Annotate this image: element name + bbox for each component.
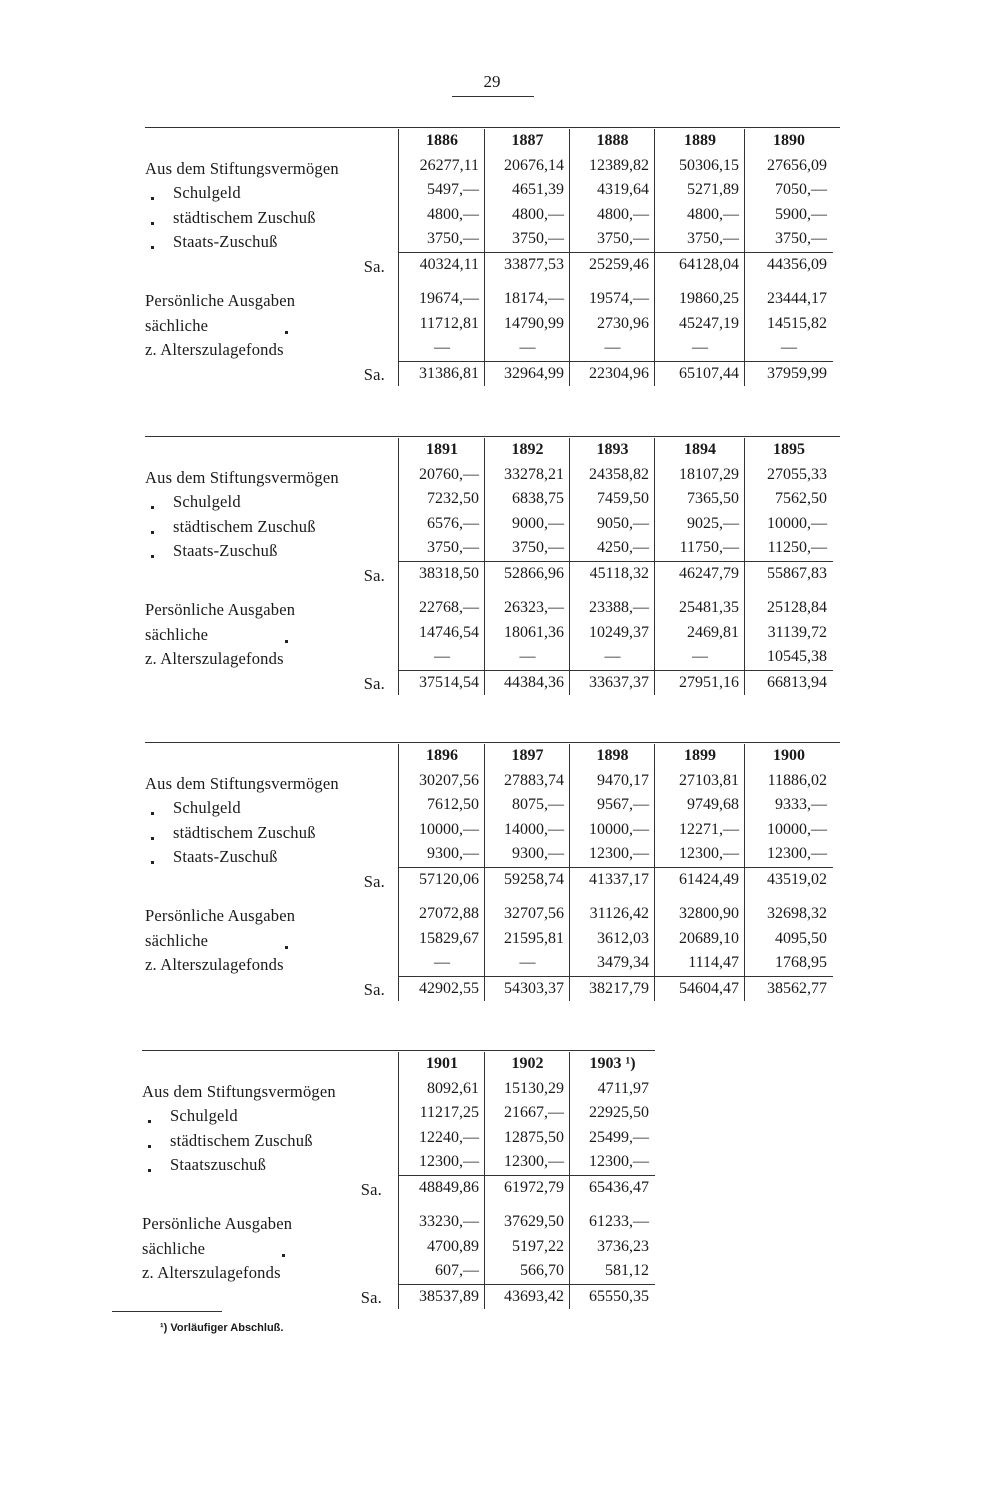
- row-labels: [145, 132, 385, 387]
- label-staatszuschuss: Staats-Zuschuß: [145, 539, 385, 564]
- cell-alterszulage: —: [519, 954, 536, 971]
- cell-alterszulage: —: [434, 954, 450, 971]
- cell-staat: 4250,—: [597, 539, 649, 556]
- year-column: [398, 1052, 485, 1309]
- gap: [145, 894, 385, 904]
- year-column: [569, 438, 655, 695]
- cell-staedtisch: 10000,—: [419, 820, 479, 838]
- cell-staedtisch: 6576,—: [427, 514, 479, 532]
- label-summe-ausgaben: Sa.: [360, 1287, 382, 1307]
- cell-schulgeld: 7232,50: [427, 490, 479, 507]
- gap: [485, 586, 570, 596]
- table-top-rule: [145, 436, 840, 437]
- year-header: 1901: [426, 1055, 458, 1072]
- cell-schulgeld: 4651,39: [512, 181, 564, 198]
- cell-summe-einnahmen: 46247,79: [655, 561, 745, 587]
- cell-persoenlich: 23444,17: [767, 290, 827, 307]
- year-column: [484, 129, 570, 386]
- cell-staedtisch: 4800,—: [427, 205, 479, 223]
- gap: [399, 892, 485, 902]
- cell-persoenlich: 32707,56: [504, 905, 564, 922]
- cell-summe-ausgaben: 54303,37: [485, 976, 570, 1002]
- cell-summe-ausgaben: 66813,94: [745, 670, 833, 696]
- cell-staedtisch: 9000,—: [512, 514, 564, 532]
- cell-saechlich: 31139,72: [767, 623, 827, 641]
- cell-alterszulage: 1768,95: [775, 954, 827, 971]
- cell-summe-einnahmen: 40324,11: [399, 252, 485, 278]
- label-summe-einnahmen: Sa.: [363, 871, 385, 891]
- label-staatszuschuss: Staats-Zuschuß: [145, 230, 385, 255]
- year-header: 1892: [511, 441, 544, 458]
- cell-staedtisch: 14000,—: [504, 820, 564, 838]
- header-spacer: [145, 747, 385, 772]
- cell-persoenlich: 27072,88: [419, 905, 479, 922]
- cell-schulgeld: 8075,—: [512, 796, 564, 813]
- cell-saechlich: 2730,96: [597, 314, 649, 332]
- cell-summe-ausgaben: 42902,55: [399, 976, 485, 1002]
- cell-saechlich: 14746,54: [419, 623, 479, 641]
- cell-saechlich: 14515,82: [767, 314, 827, 332]
- gap: [485, 892, 570, 902]
- cell-saechlich: 45247,19: [679, 314, 739, 332]
- cell-stiftung: 8092,61: [427, 1079, 479, 1097]
- gap: [145, 588, 385, 598]
- cell-summe-ausgaben: 32964,99: [485, 361, 570, 387]
- label-saechliche-ausgaben: sächliche: [145, 929, 385, 954]
- cell-summe-ausgaben: 38562,77: [745, 976, 833, 1002]
- cell-alterszulage: 1114,47: [688, 954, 739, 971]
- cell-summe-einnahmen: 61972,79: [485, 1175, 570, 1201]
- cell-stiftung: 20760,—: [419, 465, 479, 483]
- cell-alterszulage: —: [604, 648, 621, 665]
- cell-alterszulage: 566,70: [520, 1262, 564, 1279]
- cell-schulgeld: 7365,50: [687, 490, 739, 507]
- year-header: 1890: [773, 132, 805, 149]
- cell-persoenlich: 37629,50: [504, 1213, 564, 1230]
- cell-saechlich: 3612,03: [597, 929, 649, 947]
- label-persoenliche-ausgaben: Persönliche Ausgaben: [145, 600, 296, 619]
- label-persoenliche-ausgaben: Persönliche Ausgaben: [145, 906, 296, 925]
- ditto-mark: [285, 640, 288, 643]
- gap: [745, 586, 833, 596]
- cell-stiftung: 9470,17: [597, 771, 649, 789]
- year-header: 1899: [684, 747, 716, 764]
- cell-summe-einnahmen: 43519,02: [745, 867, 833, 893]
- cell-saechlich: 21595,81: [504, 929, 564, 947]
- cell-summe-einnahmen: 55867,83: [745, 561, 833, 587]
- gap: [655, 586, 745, 596]
- cell-summe-ausgaben: 65107,44: [655, 361, 745, 387]
- year-column: [569, 744, 655, 1001]
- cell-staedtisch: 10000,—: [767, 514, 827, 532]
- cell-persoenlich: 26323,—: [504, 599, 564, 616]
- cell-staedtisch: 12271,—: [679, 820, 739, 838]
- cell-staedtisch: 5900,—: [775, 205, 827, 223]
- year-column: [654, 744, 745, 1001]
- cell-summe-ausgaben: 37514,54: [399, 670, 485, 696]
- cell-persoenlich: 18174,—: [504, 290, 564, 307]
- label-staedtischer-zuschuss: städtischem Zuschuß: [145, 821, 385, 846]
- cell-summe-ausgaben: 37959,99: [745, 361, 833, 387]
- cell-staat: 3750,—: [427, 539, 479, 556]
- gap: [142, 1202, 382, 1212]
- year-column: [569, 129, 655, 386]
- header-spacer: [145, 441, 385, 466]
- cell-alterszulage: —: [519, 339, 536, 356]
- label-persoenliche-ausgaben: Persönliche Ausgaben: [142, 1214, 293, 1233]
- year-column: [398, 438, 485, 695]
- cell-staat: 12300,—: [419, 1153, 479, 1170]
- year-column: [744, 744, 833, 1001]
- label-alterszulagefonds: z. Alterszulagefonds: [142, 1263, 281, 1282]
- cell-saechlich: 11712,81: [419, 314, 479, 332]
- table-top-rule: [142, 1050, 655, 1051]
- gap: [570, 1200, 655, 1210]
- year-header: 1895: [773, 441, 805, 458]
- label-summe-ausgaben: Sa.: [363, 364, 385, 384]
- cell-staedtisch: 10000,—: [589, 820, 649, 838]
- cell-alterszulage: 10545,38: [767, 648, 827, 665]
- cell-stiftung: 26277,11: [419, 156, 479, 174]
- cell-summe-einnahmen: 48849,86: [399, 1175, 485, 1201]
- cell-summe-einnahmen: 38318,50: [399, 561, 485, 587]
- cell-saechlich: 14790,99: [504, 314, 564, 332]
- cell-stiftung: 27055,33: [767, 465, 827, 483]
- cell-saechlich: 4700,89: [427, 1237, 479, 1255]
- cell-staat: 9300,—: [427, 845, 479, 862]
- year-column: [398, 744, 485, 1001]
- row-labels: [142, 1055, 382, 1310]
- cell-summe-einnahmen: 59258,74: [485, 867, 570, 893]
- gap: [570, 277, 655, 287]
- cell-staedtisch: 12875,50: [504, 1128, 564, 1146]
- ditto-mark: [282, 1254, 285, 1257]
- year-header: 1896: [426, 747, 458, 764]
- year-column: [569, 1052, 655, 1309]
- cell-persoenlich: 19860,25: [679, 290, 739, 307]
- row-labels: [145, 441, 385, 696]
- cell-persoenlich: 19574,—: [589, 290, 649, 307]
- cell-schulgeld: 5497,—: [427, 181, 479, 198]
- cell-stiftung: 33278,21: [504, 465, 564, 483]
- cell-summe-einnahmen: 25259,46: [570, 252, 655, 278]
- cell-summe-ausgaben: 38217,79: [570, 976, 655, 1002]
- cell-summe-einnahmen: 65436,47: [570, 1175, 655, 1201]
- cell-saechlich: 18061,36: [504, 623, 564, 641]
- year-header: 1902: [511, 1055, 544, 1072]
- cell-saechlich: 4095,50: [775, 929, 827, 947]
- cell-summe-ausgaben: 54604,47: [655, 976, 745, 1002]
- cell-stiftung: 4711,97: [597, 1079, 649, 1097]
- label-stiftungsvermoegen: Aus dem Stiftungsvermögen: [145, 773, 339, 793]
- year-header: 1887: [511, 132, 544, 149]
- cell-summe-ausgaben: 65550,35: [570, 1284, 655, 1310]
- cell-persoenlich: 19674,—: [419, 290, 479, 307]
- cell-summe-ausgaben: 22304,96: [570, 361, 655, 387]
- label-schulgeld: Schulgeld: [145, 181, 385, 206]
- header-spacer: [145, 132, 385, 157]
- cell-stiftung: 30207,56: [419, 771, 479, 789]
- year-column: [484, 438, 570, 695]
- cell-stiftung: 11886,02: [767, 771, 827, 789]
- cell-staat: 3750,—: [512, 539, 564, 556]
- label-saechliche-ausgaben: sächliche: [145, 314, 385, 339]
- cell-staat: 3750,—: [427, 230, 479, 247]
- cell-schulgeld: 22925,50: [589, 1104, 649, 1121]
- cell-stiftung: 27103,81: [679, 771, 739, 789]
- cell-summe-einnahmen: 41337,17: [570, 867, 655, 893]
- table-top-rule: [145, 742, 840, 743]
- year-header: 1888: [596, 132, 629, 149]
- cell-staat: 12300,—: [589, 1153, 649, 1170]
- cell-alterszulage: —: [692, 648, 708, 665]
- year-column: [744, 438, 833, 695]
- year-header: 1886: [426, 132, 458, 149]
- cell-saechlich: 15829,67: [419, 929, 479, 947]
- cell-persoenlich: 33230,—: [419, 1213, 479, 1230]
- cell-schulgeld: 6838,75: [512, 490, 564, 507]
- cell-persoenlich: 25128,84: [767, 599, 827, 616]
- cell-schulgeld: 5271,89: [687, 181, 739, 198]
- cell-staat: 3750,—: [512, 230, 564, 247]
- cell-staedtisch: 4800,—: [687, 205, 739, 223]
- year-column: [654, 129, 745, 386]
- year-header: 1900: [773, 747, 805, 764]
- label-stiftungsvermoegen: Aus dem Stiftungsvermögen: [145, 467, 339, 487]
- cell-stiftung: 18107,29: [679, 465, 739, 483]
- cell-saechlich: 2469,81: [687, 623, 739, 641]
- page-number-rule: [452, 96, 534, 97]
- cell-summe-einnahmen: 61424,49: [655, 867, 745, 893]
- cell-summe-ausgaben: 33637,37: [570, 670, 655, 696]
- cell-staat: 12300,—: [767, 845, 827, 862]
- cell-staedtisch: 4800,—: [512, 205, 564, 223]
- cell-schulgeld: 7459,50: [597, 490, 649, 507]
- cell-schulgeld: 9749,68: [687, 796, 739, 813]
- gap: [399, 277, 485, 287]
- year-column: [398, 129, 485, 386]
- label-staedtischer-zuschuss: städtischem Zuschuß: [145, 206, 385, 231]
- gap: [485, 1200, 570, 1210]
- label-staatszuschuss: Staats-Zuschuß: [145, 845, 385, 870]
- cell-alterszulage: 3479,34: [597, 954, 649, 971]
- cell-summe-einnahmen: 33877,53: [485, 252, 570, 278]
- label-saechliche-ausgaben: sächliche: [145, 623, 385, 648]
- cell-staat: 3750,—: [597, 230, 649, 247]
- gap: [570, 586, 655, 596]
- label-summe-ausgaben: Sa.: [363, 979, 385, 999]
- year-column: [654, 438, 745, 695]
- label-schulgeld: Schulgeld: [145, 796, 385, 821]
- cell-staedtisch: 9050,—: [597, 514, 649, 532]
- label-summe-einnahmen: Sa.: [363, 565, 385, 585]
- cell-schulgeld: 7050,—: [775, 181, 827, 198]
- ditto-mark: [285, 946, 288, 949]
- cell-summe-einnahmen: 45118,32: [570, 561, 655, 587]
- cell-alterszulage: —: [604, 339, 621, 356]
- label-stiftungsvermoegen: Aus dem Stiftungsvermögen: [145, 158, 339, 178]
- year-header: 1897: [511, 747, 544, 764]
- year-header: 1894: [684, 441, 716, 458]
- cell-staedtisch: 10000,—: [767, 820, 827, 838]
- row-labels: [145, 747, 385, 1002]
- label-schulgeld: Schulgeld: [142, 1104, 382, 1129]
- cell-staedtisch: 4800,—: [597, 205, 649, 223]
- label-persoenliche-ausgaben: Persönliche Ausgaben: [145, 291, 296, 310]
- cell-alterszulage: 581,12: [605, 1262, 649, 1279]
- cell-summe-ausgaben: 44384,36: [485, 670, 570, 696]
- cell-summe-ausgaben: 31386,81: [399, 361, 485, 387]
- cell-alterszulage: —: [434, 339, 450, 356]
- cell-summe-einnahmen: 64128,04: [655, 252, 745, 278]
- cell-persoenlich: 32698,32: [767, 905, 827, 922]
- label-schulgeld: Schulgeld: [145, 490, 385, 515]
- header-spacer: [142, 1055, 382, 1080]
- year-column: [484, 1052, 570, 1309]
- cell-stiftung: 12389,82: [589, 156, 649, 174]
- footnote: ¹) Vorläufiger Abschluß.: [160, 1322, 284, 1334]
- cell-schulgeld: 7612,50: [427, 796, 479, 813]
- year-header: 1891: [426, 441, 458, 458]
- ditto-mark: [285, 331, 288, 334]
- cell-alterszulage: —: [781, 339, 797, 356]
- cell-saechlich: 20689,10: [679, 929, 739, 947]
- label-staatszuschuss: Staatszuschuß: [142, 1153, 382, 1178]
- year-header: 1903 ¹): [589, 1055, 636, 1072]
- year-column: [744, 129, 833, 386]
- label-summe-ausgaben: Sa.: [363, 673, 385, 693]
- label-alterszulagefonds: z. Alterszulagefonds: [145, 340, 284, 359]
- cell-alterszulage: —: [692, 339, 708, 356]
- label-summe-einnahmen: Sa.: [363, 256, 385, 276]
- cell-summe-ausgaben: 43693,42: [485, 1284, 570, 1310]
- cell-summe-ausgaben: 38537,89: [399, 1284, 485, 1310]
- label-alterszulagefonds: z. Alterszulagefonds: [145, 955, 284, 974]
- cell-summe-einnahmen: 52866,96: [485, 561, 570, 587]
- cell-persoenlich: 31126,42: [589, 905, 649, 922]
- gap: [570, 892, 655, 902]
- cell-summe-einnahmen: 44356,09: [745, 252, 833, 278]
- gap: [655, 277, 745, 287]
- label-stiftungsvermoegen: Aus dem Stiftungsvermögen: [142, 1081, 336, 1101]
- table-top-rule: [145, 127, 840, 128]
- cell-schulgeld: 11217,25: [419, 1104, 479, 1121]
- cell-staedtisch: 12240,—: [419, 1128, 479, 1146]
- cell-staat: 11750,—: [679, 539, 739, 556]
- page-number: 29: [483, 72, 501, 91]
- cell-alterszulage: —: [519, 648, 536, 665]
- cell-staat: 11250,—: [767, 539, 827, 556]
- year-header: 1889: [684, 132, 716, 149]
- cell-staat: 9300,—: [512, 845, 564, 862]
- cell-stiftung: 24358,82: [589, 465, 649, 483]
- footnote-rule: [112, 1311, 222, 1312]
- cell-staat: 12300,—: [589, 845, 649, 862]
- label-alterszulagefonds: z. Alterszulagefonds: [145, 649, 284, 668]
- cell-persoenlich: 32800,90: [679, 905, 739, 922]
- gap: [399, 1200, 485, 1210]
- cell-summe-einnahmen: 57120,06: [399, 867, 485, 893]
- cell-schulgeld: 21667,—: [504, 1104, 564, 1121]
- cell-schulgeld: 7562,50: [775, 490, 827, 507]
- year-header: 1898: [596, 747, 629, 764]
- cell-persoenlich: 23388,—: [589, 599, 649, 616]
- year-header: 1893: [596, 441, 629, 458]
- cell-alterszulage: —: [434, 648, 450, 665]
- cell-staat: 12300,—: [504, 1153, 564, 1170]
- cell-staedtisch: 25499,—: [589, 1128, 649, 1146]
- gap: [145, 279, 385, 289]
- cell-stiftung: 50306,15: [679, 156, 739, 174]
- cell-saechlich: 10249,37: [589, 623, 649, 641]
- year-column: [484, 744, 570, 1001]
- cell-staedtisch: 9025,—: [687, 514, 739, 532]
- cell-saechlich: 5197,22: [512, 1237, 564, 1255]
- cell-staat: 12300,—: [679, 845, 739, 862]
- label-saechliche-ausgaben: sächliche: [142, 1237, 382, 1262]
- label-summe-einnahmen: Sa.: [360, 1179, 382, 1199]
- cell-stiftung: 15130,29: [504, 1079, 564, 1097]
- cell-persoenlich: 25481,35: [679, 599, 739, 616]
- cell-stiftung: 27883,74: [504, 771, 564, 789]
- gap: [655, 892, 745, 902]
- gap: [745, 277, 833, 287]
- cell-summe-ausgaben: 27951,16: [655, 670, 745, 696]
- gap: [485, 277, 570, 287]
- cell-alterszulage: 607,—: [435, 1262, 479, 1279]
- gap: [745, 892, 833, 902]
- cell-persoenlich: 22768,—: [419, 599, 479, 616]
- cell-staat: 3750,—: [775, 230, 827, 247]
- label-staedtischer-zuschuss: städtischem Zuschuß: [142, 1129, 382, 1154]
- gap: [399, 586, 485, 596]
- cell-staat: 3750,—: [687, 230, 739, 247]
- cell-persoenlich: 61233,—: [589, 1213, 649, 1230]
- cell-stiftung: 20676,14: [504, 156, 564, 174]
- cell-schulgeld: 9567,—: [597, 796, 649, 813]
- cell-schulgeld: 9333,—: [775, 796, 827, 813]
- cell-stiftung: 27656,09: [767, 156, 827, 174]
- cell-saechlich: 3736,23: [597, 1237, 649, 1255]
- label-staedtischer-zuschuss: städtischem Zuschuß: [145, 515, 385, 540]
- cell-schulgeld: 4319,64: [597, 181, 649, 198]
